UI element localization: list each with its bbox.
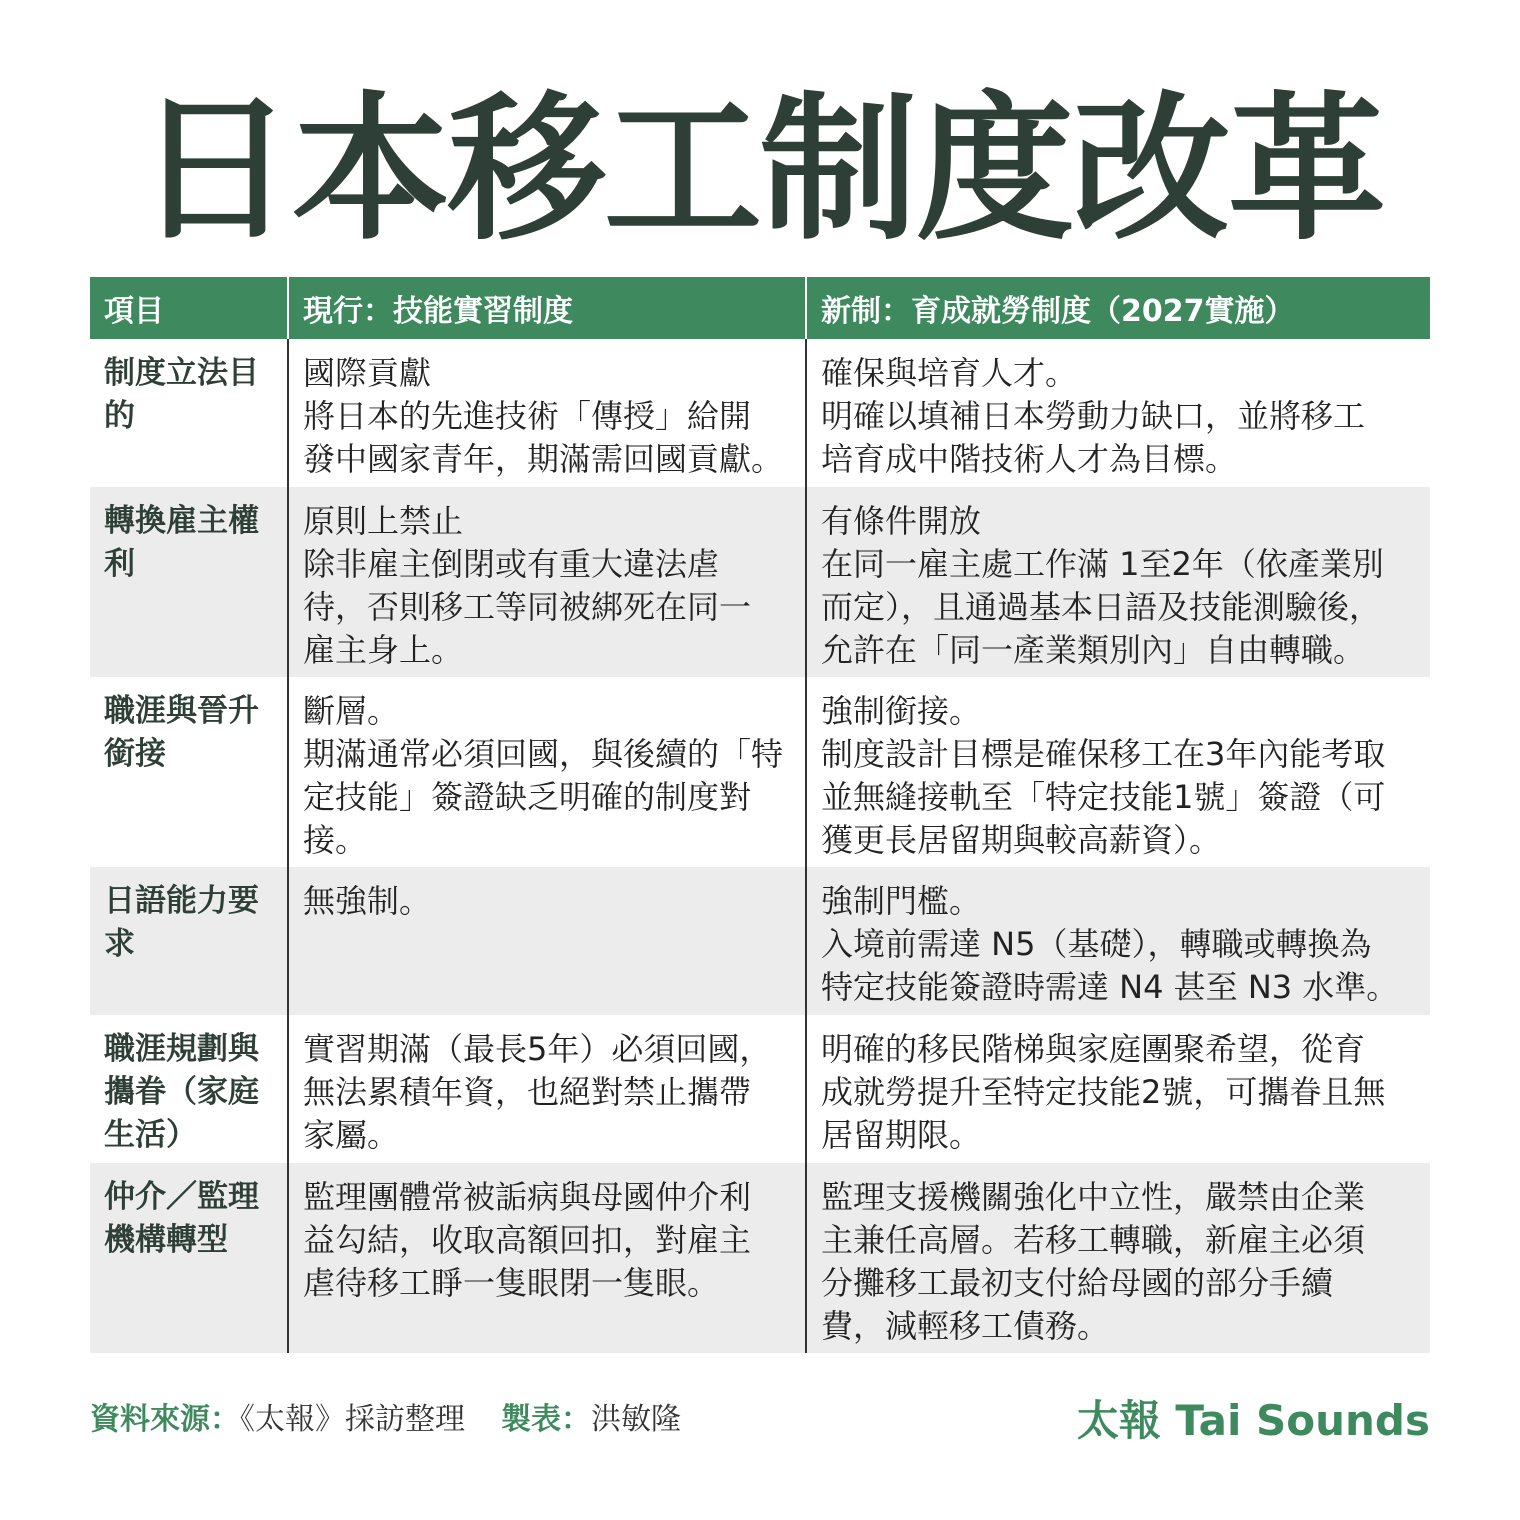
row-item-label: [90, 677, 288, 867]
row-item-label: [90, 339, 288, 487]
table-row: [90, 487, 1430, 677]
maker-value: 洪敏隆: [591, 1402, 681, 1437]
cell-text-line: 原則上禁止: [303, 502, 464, 540]
current-system-cell: [288, 1015, 806, 1163]
cell-text-line: 機構轉型: [104, 1222, 228, 1258]
cell-text-line: 求: [104, 926, 135, 962]
cell-text-line: 虐待移工睜一隻眼閉一隻眼。: [303, 1264, 720, 1302]
cell-text-line: 銜接: [104, 736, 166, 772]
current-system-cell: [288, 1163, 806, 1353]
source-label: 資料來源：: [90, 1402, 240, 1437]
cell-text-line: 獲更長居留期與較高薪資）。: [821, 821, 1222, 859]
cell-text-line: 斷層。: [303, 692, 400, 730]
cell-text-line: 無強制。: [303, 882, 432, 920]
cell-text-line: 利: [104, 546, 135, 582]
header-new-system: 新制：育成就勞制度（2027實施）: [806, 277, 1430, 339]
cell-text-line: 攜眷（家庭: [104, 1074, 259, 1110]
current-system-cell: [288, 867, 806, 1015]
cell-text-line: 雇主身上。: [303, 631, 464, 669]
table-row: [90, 867, 1430, 1015]
cell-text-line: 除非雇主倒閉或有重大違法虐: [303, 545, 720, 583]
page-title: 日本移工制度改革: [136, 78, 1384, 262]
cell-text-line: 主兼任高層。若移工轉職，新雇主必須: [821, 1221, 1366, 1259]
cell-text-line: 確保與培育人才。: [821, 354, 1078, 392]
cell-text-line: 仲介／監理: [104, 1179, 259, 1215]
row-item-label: [90, 1015, 288, 1163]
new-system-cell: [806, 677, 1430, 867]
header-current-system: 現行：技能實習制度: [288, 277, 806, 339]
cell-text-line: 培育成中階技術人才為目標。: [821, 440, 1238, 478]
cell-text-line: 轉換雇主權: [104, 503, 259, 539]
cell-text-line: 費，減輕移工債務。: [821, 1307, 1110, 1345]
cell-text-line: 居留期限。: [821, 1116, 982, 1154]
new-system-cell: [806, 867, 1430, 1015]
cell-text-line: 監理團體常被詬病與母國仲介利: [303, 1178, 752, 1216]
new-system-cell: [806, 339, 1430, 487]
cell-text-line: 職涯與晉升: [104, 693, 259, 729]
cell-text-line: 允許在「同一產業類別內」自由轉職。: [821, 631, 1366, 669]
table-body: [90, 339, 1430, 1353]
cell-text-line: 入境前需達 N5（基礎），轉職或轉換為: [821, 925, 1372, 963]
cell-text-line: 制度設計目標是確保移工在3年內能考取: [821, 735, 1386, 773]
maker-label: 製表：: [501, 1402, 591, 1437]
cell-text-line: 日語能力要: [104, 883, 259, 919]
cell-text-line: 的: [104, 398, 135, 434]
cell-text-line: 而定），且通過基本日語及技能測驗後，: [821, 588, 1382, 626]
cell-text-line: 強制門檻。: [821, 882, 982, 920]
table-row: [90, 1163, 1430, 1353]
cell-text-line: 有條件開放: [821, 502, 982, 540]
cell-text-line: 制度立法目: [104, 355, 259, 391]
current-system-cell: [288, 487, 806, 677]
table-row: [90, 1015, 1430, 1163]
footer: [90, 1388, 1430, 1445]
comparison-table: [90, 277, 1430, 1353]
row-item-label: [90, 487, 288, 677]
cell-text-line: 實習期滿（最長5年）必須回國，: [303, 1030, 772, 1068]
cell-text-line: 國際貢獻: [303, 354, 432, 392]
cell-text-line: 待，否則移工等同被綁死在同一: [303, 588, 752, 626]
header-item: 項目: [90, 277, 288, 339]
brand-logo-text: 太報 Tai Sounds: [1076, 1396, 1430, 1445]
cell-text-line: 將日本的先進技術「傳授」給開: [303, 397, 752, 435]
cell-text-line: 分攤移工最初支付給母國的部分手續: [821, 1264, 1334, 1302]
cell-text-line: 期滿通常必須回國，與後續的「特: [303, 735, 784, 773]
new-system-cell: [806, 487, 1430, 677]
current-system-cell: [288, 339, 806, 487]
current-system-cell: [288, 677, 806, 867]
row-item-label: [90, 867, 288, 1015]
cell-text-line: 監理支援機關強化中立性，嚴禁由企業: [821, 1178, 1366, 1216]
table-header-row: [90, 277, 1430, 339]
cell-text-line: 成就勞提升至特定技能2號，可攜眷且無: [821, 1073, 1386, 1111]
cell-text-line: 在同一雇主處工作滿 1至2年（依產業別: [821, 545, 1384, 583]
cell-text-line: 並無縫接軌至「特定技能1號」簽證（可: [821, 778, 1386, 816]
cell-text-line: 職涯規劃與: [104, 1031, 259, 1067]
cell-text-line: 無法累積年資，也絕對禁止攜帶: [303, 1073, 752, 1111]
new-system-cell: [806, 1015, 1430, 1163]
cell-text-line: 生活）: [104, 1117, 197, 1153]
table-row: [90, 677, 1430, 867]
cell-text-line: 家屬。: [303, 1116, 400, 1154]
cell-text-line: 明確以填補日本勞動力缺口，並將移工: [821, 397, 1366, 435]
cell-text-line: 強制銜接。: [821, 692, 982, 730]
cell-text-line: 明確的移民階梯與家庭團聚希望，從育: [821, 1030, 1366, 1068]
source-value: 《太報》採訪整理: [240, 1402, 465, 1437]
credits: [90, 1394, 681, 1438]
cell-text-line: 發中國家青年，期滿需回國貢獻。: [303, 440, 784, 478]
cell-text-line: 定技能」簽證缺乏明確的制度對: [303, 778, 752, 816]
cell-text-line: 益勾結，收取高額回扣，對雇主: [303, 1221, 752, 1259]
row-item-label: [90, 1163, 288, 1353]
new-system-cell: [806, 1163, 1430, 1353]
table-row: [90, 339, 1430, 487]
cell-text-line: 接。: [303, 821, 368, 859]
cell-text-line: 特定技能簽證時需達 N4 甚至 N3 水準。: [821, 968, 1399, 1006]
